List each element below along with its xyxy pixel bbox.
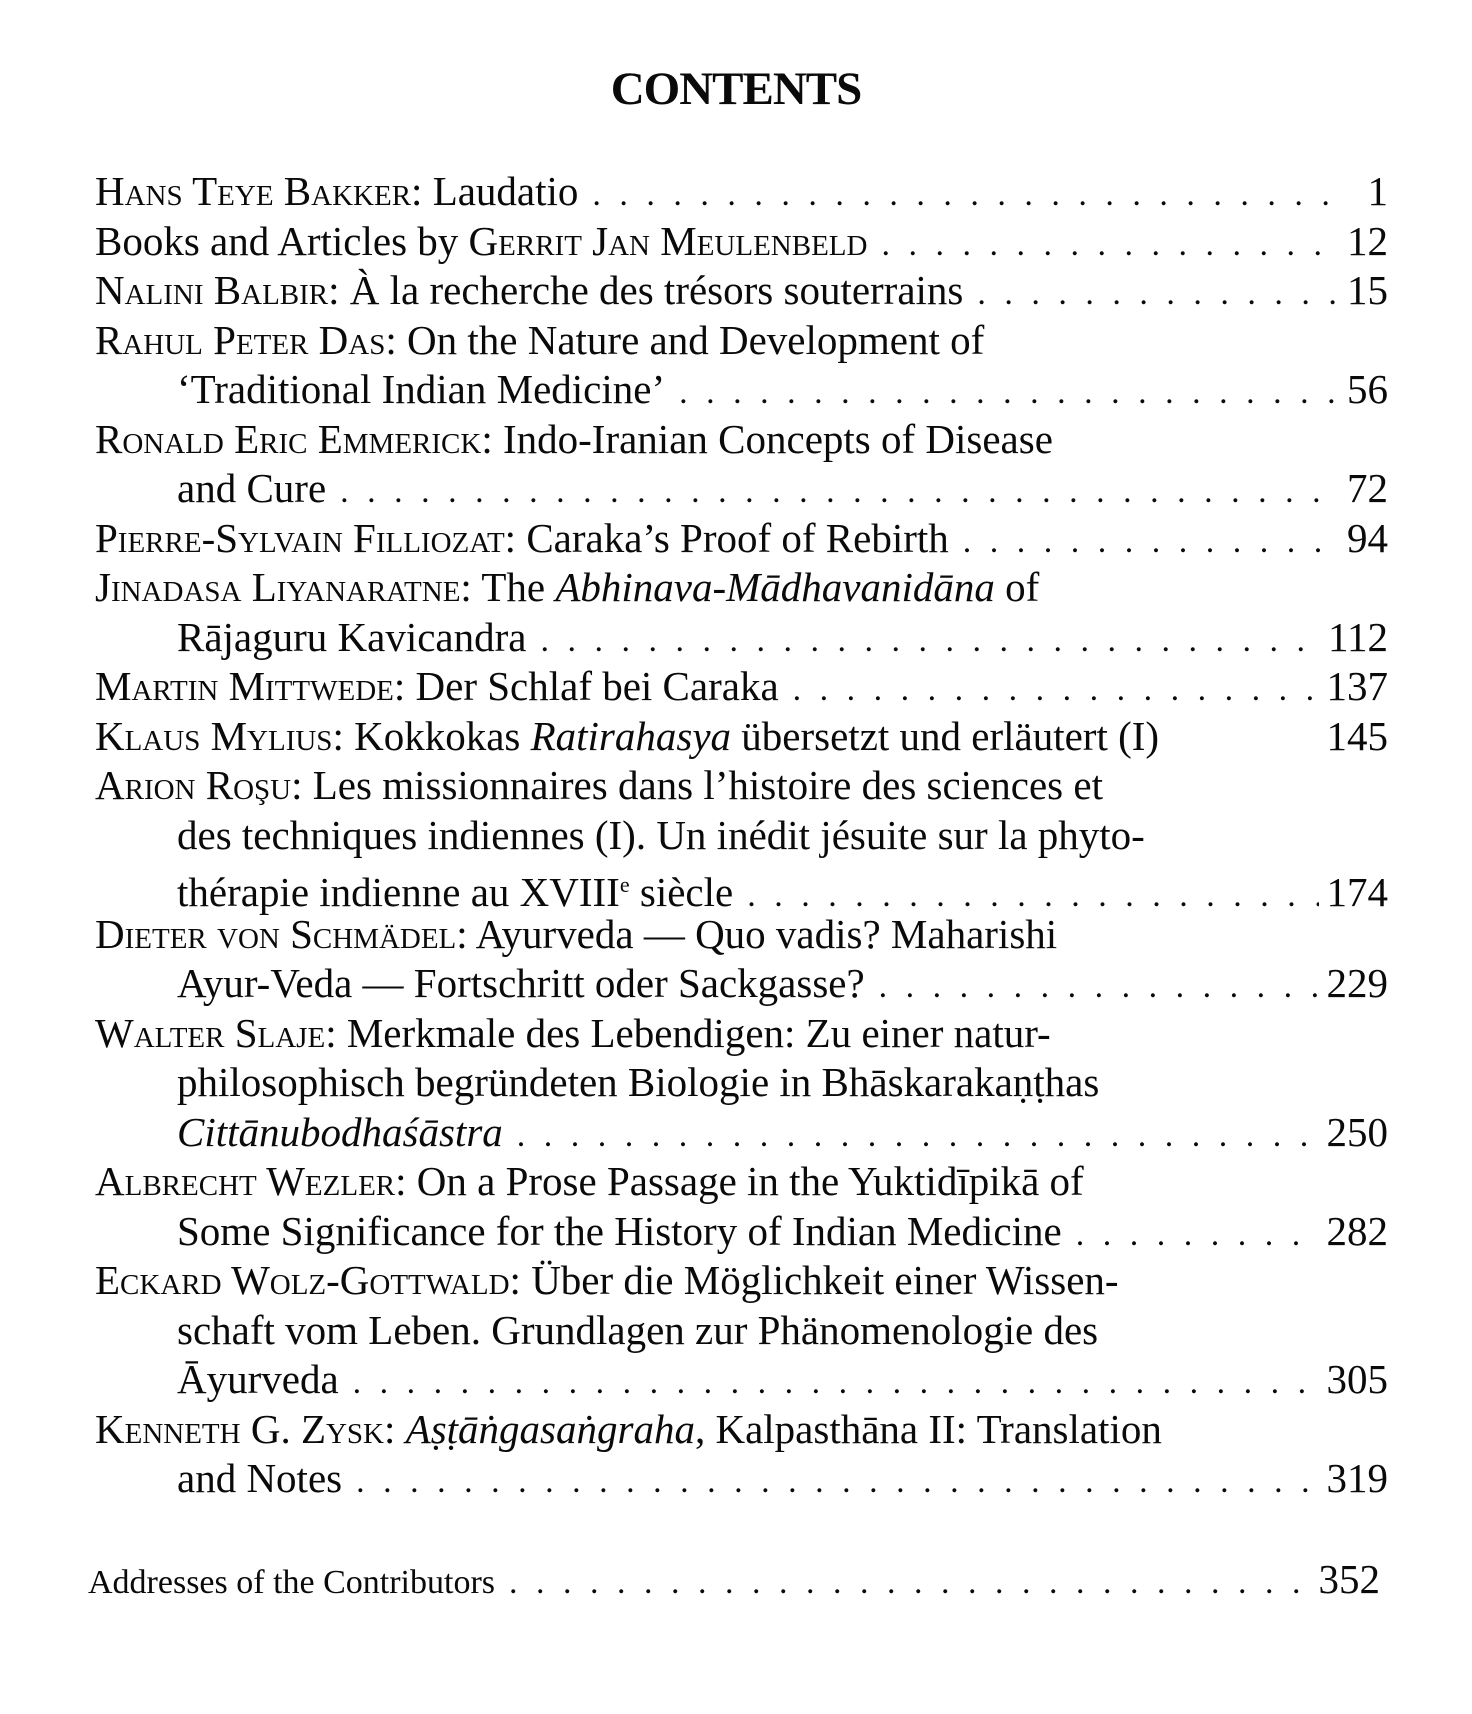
entry-page: 112 [1328, 613, 1388, 660]
entry-page: 145 [1326, 712, 1388, 759]
entry-title-continued: schaft vom Leben. Grundlagen zur Phänomenologie des [177, 1306, 1099, 1353]
toc-entry-bibliography [95, 217, 1388, 267]
entry-page: 319 [1326, 1455, 1388, 1501]
entry-author: Kenneth G. Zysk [95, 1405, 384, 1452]
entry-title: Der Schlaf bei Caraka [415, 663, 779, 709]
entry-page: 352 [1318, 1556, 1380, 1602]
entry-author: Arion Roşu [95, 762, 292, 808]
entry-author: Klaus Mylius [95, 712, 333, 759]
entry-author: Ronald Eric Emmerick [95, 415, 482, 462]
entry-title: À la recherche des trésors souterrains [349, 267, 964, 313]
entry-title: übersetzt und erläutert (I) [731, 712, 1160, 759]
leader-dots [679, 368, 1339, 418]
entry-title-continued: siècle [629, 869, 734, 915]
entry-page: 12 [1347, 217, 1388, 264]
entry-author: Walter Slaje [95, 1009, 326, 1056]
superscript: e [619, 872, 630, 897]
toc-entry-bakker: Hans Teye Bakker: Laudatio . . . 1 [95, 167, 1388, 217]
entry-author: Eckard Wolz-Gottwald [95, 1257, 510, 1303]
entry-page: 1 [1367, 168, 1388, 214]
addresses-label: Addresses of the Contributors [88, 1564, 496, 1601]
entry-title: On a Prose Passage in the Yuktidīpikā of [416, 1158, 1084, 1204]
entry-title: Ayurveda — Quo vadis? Maharishi [475, 910, 1058, 957]
entry-page: 56 [1347, 366, 1388, 412]
entry-title: Über die Möglichkeit einer Wissen- [531, 1257, 1119, 1303]
leader-dots [963, 517, 1339, 567]
leader-dots [540, 616, 1320, 666]
entry-title-continued: philosophisch begründeten Biologie in Bhāskarakaṇṭhas [177, 1059, 1100, 1105]
entry-author: Nalini Balbir [95, 267, 329, 313]
entry-author: Albrecht Wezler [95, 1158, 396, 1204]
toc-entry-rosu: Arion Roşu: Les missionnaires dans l’histoire des sciences et des techniques indiennes (I). Un inédit jésuite sur la phyto- thérapie indienne au XVIIIe siècle . . . 174 [95, 761, 1388, 910]
toc-entry-wolz-gottwald: Eckard Wolz-Gottwald: Über die Möglichkeit einer Wissen- schaft vom Leben. Grundlagen zur Phänomenologie des Āyurveda . . . 305 [95, 1256, 1388, 1405]
leader-dots [793, 665, 1319, 715]
entry-title-continued: ‘Traditional Indian Medicine’ [177, 366, 666, 412]
toc-entry-zysk: Kenneth G. Zysk: Aṣṭāṅgasaṅgraha, Kalpasthāna II: Translation and Notes . . . 319 [95, 1405, 1388, 1504]
toc-entry-wezler: Albrecht Wezler: On a Prose Passage in the Yuktidīpikā of Some Significance for the History of Indian Medicine . . . 282 [95, 1157, 1388, 1256]
leader-dots [356, 1457, 1318, 1507]
entry-page: 305 [1326, 1356, 1388, 1402]
leader-dots [353, 1358, 1319, 1408]
entry-title-continued: and Notes [177, 1455, 343, 1501]
leader-dots [340, 467, 1339, 517]
entry-page: 250 [1326, 1108, 1388, 1155]
entry-title: Caraka’s Proof of Rebirth [526, 514, 949, 561]
entry-title: Laudatio [432, 168, 579, 214]
toc-entry-addresses [88, 1555, 1380, 1605]
entry-title: Les missionnaires dans l’histoire des sciences et [312, 762, 1103, 808]
leader-dots [977, 269, 1339, 319]
leader-dots [509, 1558, 1310, 1608]
entry-title-continued: Ayur-Veda — Fortschritt oder Sackgasse? [177, 960, 865, 1006]
entry-title: Kokkokas [354, 712, 531, 759]
leader-dots [879, 962, 1319, 1012]
entry-author: Dieter von Schmädel [95, 910, 457, 957]
toc-entry-slaje: Walter Slaje: Merkmale des Lebendigen: Zu einer natur- philosophisch begründeten Biologie in Bhāskarakaṇṭhas Cittānubodhaśāstra . . . 250 [95, 1009, 1388, 1158]
leader-dots [592, 170, 1340, 220]
entry-author: Rahul Peter Das [95, 316, 386, 363]
entry-author: Hans Teye Bakker [95, 168, 412, 214]
entry-author: Martin Mittwede [95, 663, 394, 709]
entry-title-continued: des techniques indiennes (I). Un inédit jésuite sur la phyto- [177, 811, 1145, 858]
page-title: CONTENTS [610, 63, 862, 115]
toc-entry-balbir: Nalini Balbir: À la recherche des trésors souterrains . . . 15 [95, 266, 1388, 316]
entry-title: Merkmale des Lebendigen: Zu einer natur- [346, 1009, 1051, 1056]
toc-entry-das: Rahul Peter Das: On the Nature and Development of ‘Traditional Indian Medicine’ . . . 56 [95, 316, 1388, 415]
entry-title-italic: Aṣṭāṅgasaṅgraha [405, 1405, 695, 1452]
toc-entry-mylius: Klaus Mylius: Kokkokas Ratirahasya übersetzt und erläutert (I) 145 [95, 712, 1388, 762]
entry-page: 229 [1326, 960, 1388, 1006]
entry-title-italic: Ratirahasya [530, 712, 732, 759]
entry-author: Gerrit Jan Meulenbeld [468, 217, 868, 264]
entry-title: Books and Articles by [95, 217, 469, 264]
toc-entry-filliozat: Pierre-Sylvain Filliozat: Caraka’s Proof of Rebirth . . . 94 [95, 514, 1388, 564]
entry-page: 72 [1347, 465, 1388, 511]
entry-title: of [994, 564, 1040, 610]
entry-title: Indo-Iranian Concepts of Disease [503, 415, 1053, 462]
entry-title-continued: Some Significance for the History of Indian Medicine [177, 1207, 1062, 1254]
toc-entry-schmaedel: Dieter von Schmädel: Ayurveda — Quo vadis? Maharishi Ayur-Veda — Fortschritt oder Sackgasse? . . . 229 [95, 910, 1388, 1009]
entry-page: 15 [1347, 267, 1388, 313]
entry-title-continued: thérapie indienne au XVIII [177, 869, 620, 915]
entry-title-italic: Cittānubodhaśāstra [177, 1108, 503, 1155]
leader-dots [881, 220, 1339, 270]
entry-title-continued: Āyurveda [177, 1356, 339, 1402]
entry-page: 174 [1326, 869, 1388, 915]
entry-title: , Kalpasthāna II: Translation [694, 1405, 1162, 1452]
entry-title-continued: Rājaguru Kavicandra [177, 613, 527, 660]
entry-title: The [481, 564, 556, 610]
entry-page: 94 [1347, 514, 1388, 561]
entry-page: 282 [1326, 1207, 1388, 1254]
entry-author: Jinadasa Liyanaratne [95, 564, 461, 610]
toc-list [95, 167, 1388, 1504]
toc-entry-liyanaratne: Jinadasa Liyanaratne: The Abhinava-Mādhavanidāna of Rājaguru Kavicandra . . . 112 [95, 563, 1388, 662]
entry-author: Pierre-Sylvain Filliozat [95, 514, 505, 561]
toc-entry-mittwede: Martin Mittwede: Der Schlaf bei Caraka . . . 137 [95, 662, 1388, 712]
entry-title: On the Nature and Development of [407, 316, 985, 363]
entry-title-italic: Abhinava-Mādhavanidāna [555, 564, 995, 610]
entry-title-continued: and Cure [177, 465, 327, 511]
toc-entry-emmerick: Ronald Eric Emmerick: Indo-Iranian Concepts of Disease and Cure . . . 72 [95, 415, 1388, 514]
leader-dots [1076, 1210, 1319, 1260]
leader-dots [517, 1111, 1319, 1161]
entry-page: 137 [1326, 663, 1388, 709]
